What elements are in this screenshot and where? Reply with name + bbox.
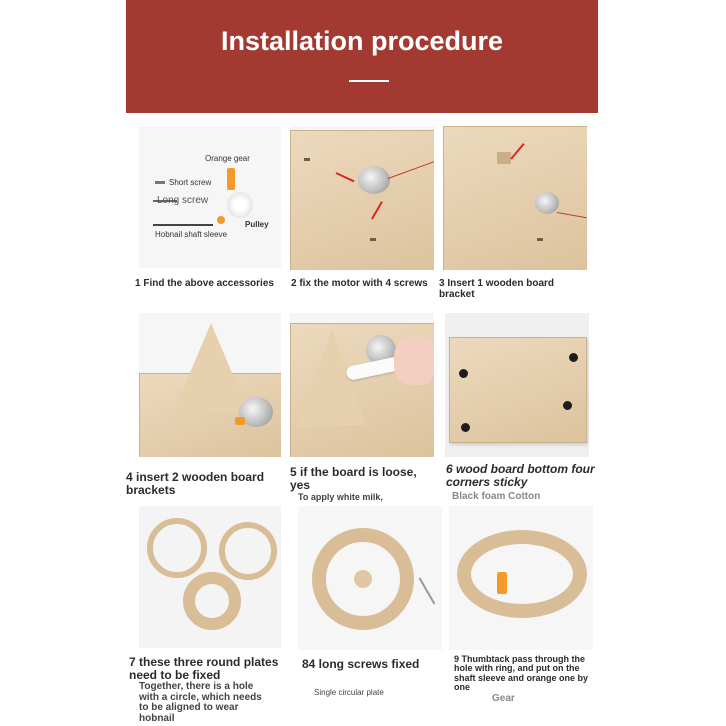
step-6-photo bbox=[445, 313, 589, 457]
board-slot bbox=[304, 158, 310, 161]
label-long-screw: Long screw bbox=[157, 195, 209, 206]
step-7-note: Together, there is a hole with a circle, which needs to be aligned to wear hobnail bbox=[139, 681, 262, 724]
motor-part bbox=[358, 166, 390, 194]
step-3-photo bbox=[443, 126, 587, 270]
orange-gear-part bbox=[227, 168, 235, 190]
step-8-note: Single circular plate bbox=[314, 688, 384, 697]
step-6-caption: 6 wood board bottom four corners sticky bbox=[446, 462, 595, 489]
label-short-screw: Short screw bbox=[169, 178, 212, 187]
title-underline bbox=[349, 80, 389, 82]
step-7-caption: 7 these three round plates need to be fixed bbox=[129, 655, 279, 682]
label-orange-gear: Orange gear bbox=[205, 154, 250, 163]
ring-plate bbox=[147, 518, 207, 578]
foam-dot-icon bbox=[563, 401, 572, 410]
board-slot bbox=[537, 238, 543, 241]
foam-dot-icon bbox=[461, 423, 470, 432]
hand bbox=[394, 337, 434, 385]
step-9-photo bbox=[449, 506, 593, 650]
step-5-caption: 5 if the board is loose, yes bbox=[290, 465, 417, 492]
step-4-caption: 4 insert 2 wooden board brackets bbox=[126, 470, 265, 497]
orange-gear-part bbox=[235, 417, 245, 425]
step-9-note: Gear bbox=[492, 693, 515, 704]
step-9-caption: 9 Thumbtack pass through the hole with ring, and put on the shaft sleeve and orange one by one bbox=[454, 654, 589, 693]
label-hobnail: Hobnail shaft sleeve bbox=[155, 230, 228, 239]
page-title: Installation procedure bbox=[220, 26, 504, 56]
step-7-photo bbox=[139, 506, 281, 648]
screwdriver bbox=[419, 578, 436, 605]
step-4-photo bbox=[139, 313, 281, 457]
pulley-part bbox=[227, 192, 253, 218]
ring-plate bbox=[219, 522, 277, 580]
step-3-caption: 3 Insert 1 wooden board bracket bbox=[439, 278, 555, 300]
step-8-photo bbox=[298, 506, 442, 650]
orange-gear-part bbox=[497, 572, 507, 594]
triangle-bracket bbox=[173, 323, 249, 413]
short-screw-part bbox=[155, 181, 165, 184]
hobnail-part bbox=[153, 224, 213, 226]
step-5-photo bbox=[290, 313, 434, 457]
foam-dot-icon bbox=[569, 353, 578, 362]
stacked-plates bbox=[457, 530, 587, 618]
step-5-note: To apply white milk, bbox=[298, 492, 383, 502]
step-8-caption: 84 long screws fixed bbox=[302, 657, 420, 671]
header-banner bbox=[126, 0, 598, 113]
step-1-caption: 1 Find the above accessories bbox=[135, 278, 274, 289]
small-orange-part bbox=[217, 216, 225, 224]
motor-part bbox=[535, 192, 559, 214]
spoked-plate bbox=[183, 572, 241, 630]
wooden-base-board bbox=[443, 126, 587, 270]
wooden-base-board bbox=[290, 130, 434, 270]
step-2-photo bbox=[290, 126, 434, 270]
board-slot bbox=[370, 238, 376, 241]
step-6-note: Black foam Cotton bbox=[452, 491, 541, 502]
step-2-caption: 2 fix the motor with 4 screws bbox=[291, 278, 428, 289]
label-pulley: Pulley bbox=[245, 220, 269, 229]
step-1-photo bbox=[139, 126, 281, 268]
foam-dot-icon bbox=[459, 369, 468, 378]
plate-hub bbox=[354, 570, 372, 588]
